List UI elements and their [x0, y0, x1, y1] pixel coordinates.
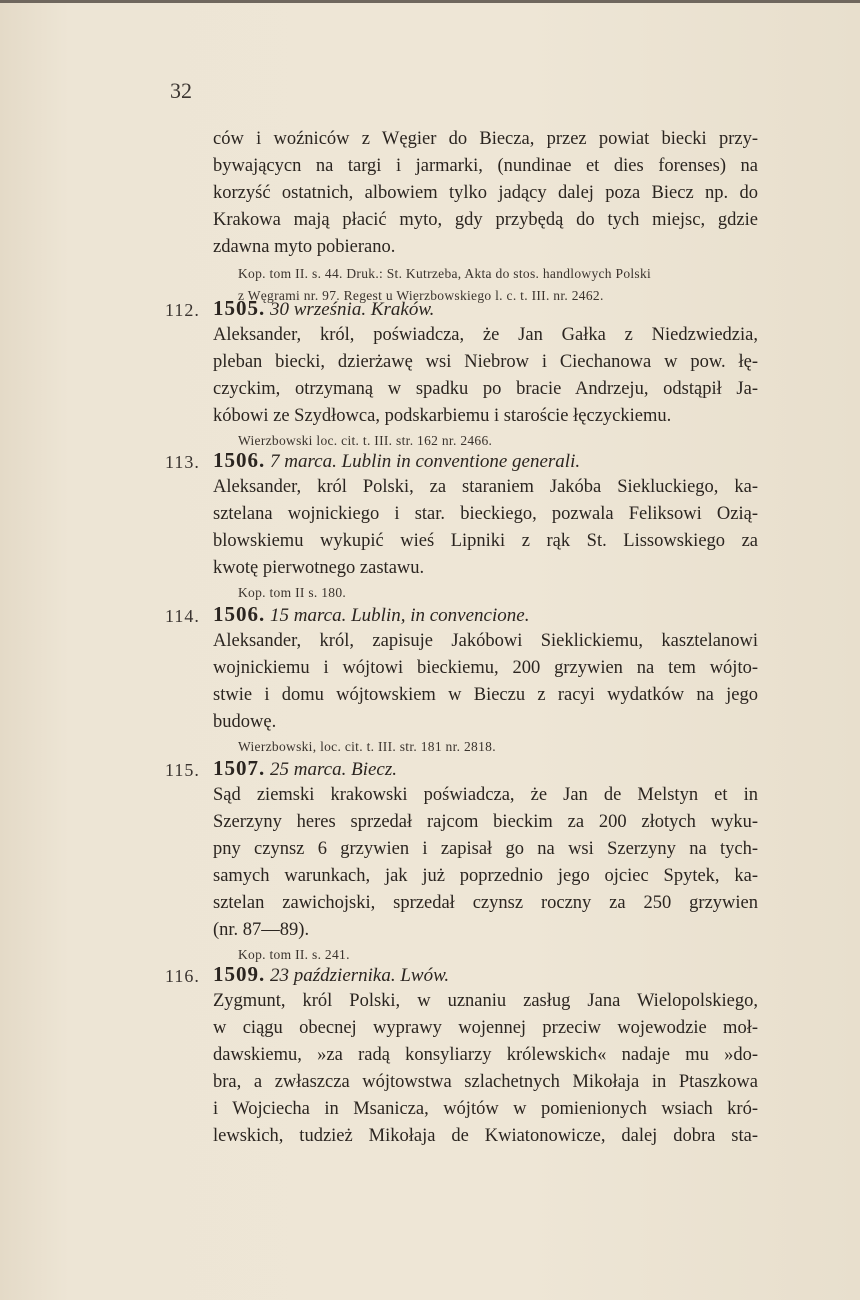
entry-number: 116.	[165, 966, 200, 986]
text-line: budowę.	[213, 712, 277, 732]
text-line: czyckim, otrzymaną w spadku po bracie Andrzeju, odstąpił Ja-	[213, 379, 758, 399]
entry-date-place: 25 marca. Biecz.	[270, 759, 397, 780]
text-line: Aleksander, król, poświadcza, że Jan Gałka z Niedzwiedzia,	[213, 325, 758, 345]
text-line: Aleksander, król, zapisuje Jakóbowi Sieklickiemu, kasztelanowi	[213, 631, 758, 651]
reference-line: Kop. tom II. s. 241.	[238, 947, 350, 962]
text-line: sztelan zawichojski, sprzedał czynsz roczny za 250 grzywien	[213, 893, 758, 913]
text-line: (nr. 87—89).	[213, 920, 310, 940]
entry-date-place: 23 października. Lwów.	[270, 965, 450, 986]
text-line: w ciągu obecnej wyprawy wojennej przeciw wojewodzie moł-	[213, 1018, 758, 1038]
entry-heading	[213, 602, 529, 627]
reference-line: Wierzbowski, loc. cit. t. III. str. 181 nr. 2818.	[238, 739, 496, 754]
text-line: ców i woźniców z Węgier do Biecza, przez powiat biecki przy-	[213, 129, 758, 149]
text-line: stwie i domu wójtowskiem w Bieczu z racyi wydatków na jego	[213, 685, 758, 705]
entry-year: 1506.	[213, 602, 266, 626]
entry-paragraph	[213, 988, 758, 1150]
entry-heading	[213, 756, 397, 781]
text-line: samych warunkach, jak już poprzednio jego ojciec Spytek, ka-	[213, 866, 758, 886]
entry-number: 115.	[165, 760, 200, 780]
entry-year: 1505.	[213, 296, 266, 320]
top-border-rule	[0, 0, 860, 3]
text-line: wojnickiemu i wójtowi bieckiemu, 200 grzywien na tem wójto-	[213, 658, 758, 678]
entry-number: 113.	[165, 452, 200, 472]
reference-line: Kop. tom II s. 180.	[238, 585, 347, 600]
entry-date-place: 30 września. Kraków.	[270, 299, 435, 320]
entry-year: 1506.	[213, 448, 266, 472]
entry-body	[213, 474, 758, 604]
text-line: pny czynsz 6 grzywien i zapisał go na wsi Szerzyny na tych-	[213, 839, 758, 859]
entry-body	[213, 322, 758, 452]
entry-number: 114.	[165, 606, 200, 626]
reference-line: Wierzbowski loc. cit. t. III. str. 162 nr. 2466.	[238, 433, 493, 448]
entry-paragraph	[213, 628, 758, 736]
entry-paragraph	[213, 474, 758, 582]
entry-year: 1509.	[213, 962, 266, 986]
intro-block	[213, 126, 758, 307]
entry-body	[213, 628, 758, 758]
text-line: sztelana wojnickiego i star. bieckiego, pozwala Feliksowi Ozią-	[213, 504, 758, 524]
entry-reference	[238, 582, 758, 604]
text-line: zdawna myto pobierano.	[213, 237, 396, 257]
text-line: dawskiemu, »za radą konsyliarzy królewskich« nadaje mu »do-	[213, 1045, 758, 1065]
text-line: Aleksander, król Polski, za staraniem Jakóba Siekluckiego, ka-	[213, 477, 758, 497]
text-line: korzyść ostatnich, albowiem tylko jadący dalej poza Biecz np. do	[213, 183, 758, 203]
page-number: 32	[170, 78, 192, 103]
entry-heading	[213, 448, 580, 473]
entry-body	[213, 988, 758, 1150]
text-line: bywającycn na targi i jarmarki, (nundinae et dies forenses) na	[213, 156, 758, 176]
text-line: kóbowi ze Szydłowca, podskarbiemu i staroście łęczyckiemu.	[213, 406, 672, 426]
text-line: bra, a zwłaszcza wójtowstwa szlachetnych Mikołaja in Ptaszkowa	[213, 1072, 758, 1092]
text-line: lewskich, tudzież Mikołaja de Kwiatonowicze, dalej dobra sta-	[213, 1126, 758, 1146]
text-line: pleban biecki, dzierżawę wsi Niebrow i Ciechanowa w pow. łę-	[213, 352, 758, 372]
entry-date-place: 15 marca. Lublin, in convencione.	[270, 605, 530, 626]
intro-paragraph	[213, 126, 758, 261]
entry-year: 1507.	[213, 756, 266, 780]
text-line: Szerzyny heres sprzedał rajcom bieckim za 200 złotych wyku-	[213, 812, 758, 832]
entry-reference	[238, 736, 758, 758]
entry-body	[213, 782, 758, 966]
text-line: Krakowa mają płacić myto, gdy przybędą do tych miejsc, gdzie	[213, 210, 758, 230]
text-line: i Wojciecha in Msanicza, wójtów w pomienionych wsiach kró-	[213, 1099, 758, 1119]
reference-line: z Węgrami nr. 97. Regest u Wierzbowskiego l. c. t. III. nr. 2462.	[238, 288, 604, 303]
entry-paragraph	[213, 782, 758, 944]
entry-heading	[213, 296, 434, 321]
entry-paragraph	[213, 322, 758, 430]
text-line: Zygmunt, król Polski, w uznaniu zasług Jana Wielopolskiego,	[213, 991, 758, 1011]
text-line: Sąd ziemski krakowski poświadcza, że Jan de Melstyn et in	[213, 785, 758, 805]
entry-heading	[213, 962, 449, 987]
text-line: kwotę pierwotnego zastawu.	[213, 558, 425, 578]
entry-date-place: 7 marca. Lublin in conventione generali.	[270, 451, 581, 472]
reference-line: Kop. tom II. s. 44. Druk.: St. Kutrzeba, Akta do stos. handlowych Polski	[238, 266, 652, 281]
entry-number: 112.	[165, 300, 200, 320]
text-line: blowskiemu wykupić wieś Lipniki z rąk St. Lissowskiego za	[213, 531, 758, 551]
